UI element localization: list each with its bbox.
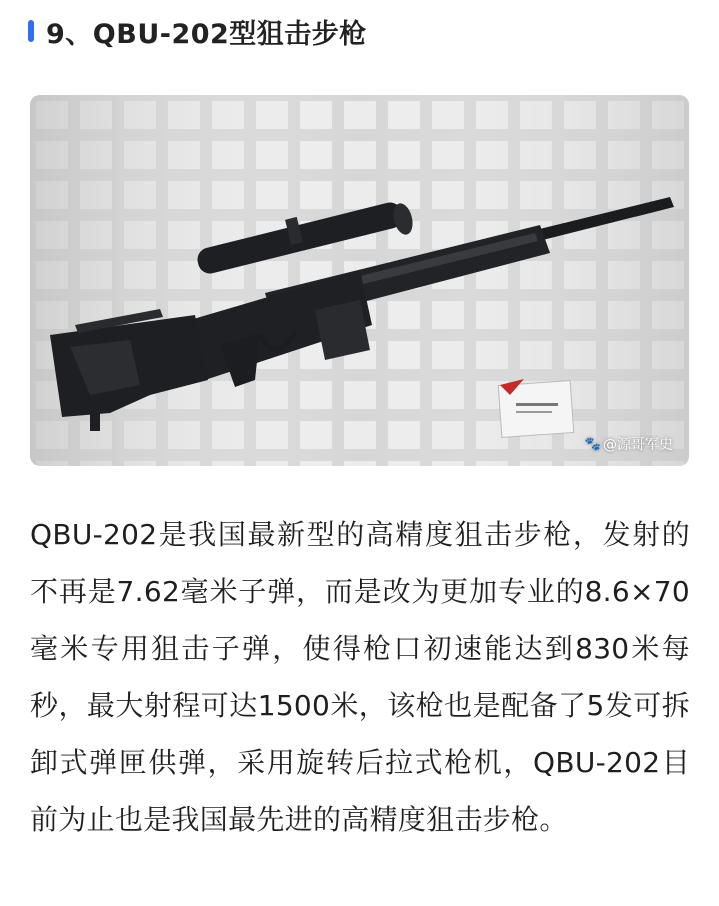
watermark-text: @源哥军史 [603, 437, 673, 453]
section-title: 9、QBU-202型狙击步枪 [46, 18, 367, 50]
section-header [28, 14, 367, 48]
article-body: QBU-202是我国最新型的高精度狙击步枪，发射的不再是7.62毫米子弹，而是改为更加专业的8.6×70毫米专用狙击子弹，使得枪口初速能达到830米每秒，最大射程可达1500米，该枪也是配备了5发可拆卸式弹匣供弹，采用旋转后拉式枪机，QBU-202目前为止也是我国最先进的高精度狙击步枪。 [30, 518, 690, 836]
paw-icon: 🐾 [584, 436, 601, 452]
rifle-photo[interactable] [30, 95, 689, 466]
title-accent-bar [28, 20, 34, 42]
photo-watermark [585, 434, 673, 454]
rifle-illustration [30, 95, 689, 466]
